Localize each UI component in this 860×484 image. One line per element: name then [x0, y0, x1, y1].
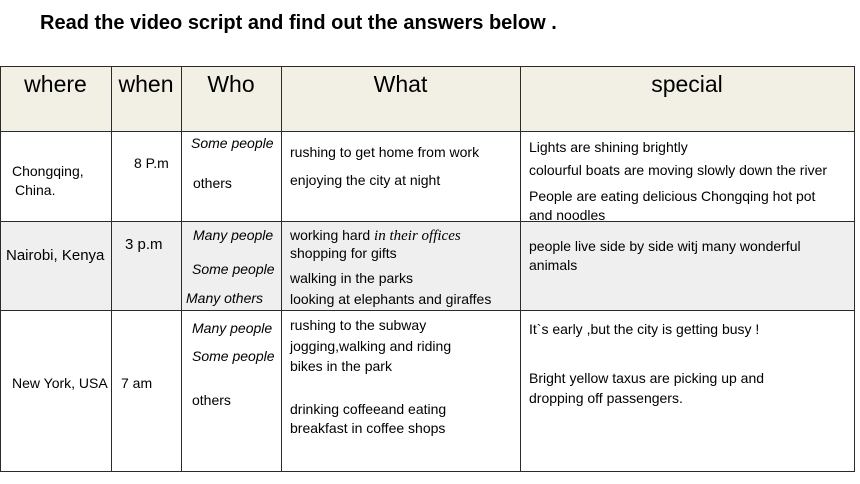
header-what: What	[373, 71, 428, 97]
col-divider	[181, 66, 182, 472]
what-text: working hard	[290, 227, 371, 243]
table-border-top	[0, 66, 855, 67]
what-cell: drinking coffeeand eating	[290, 401, 447, 417]
special-cell: Bright yellow taxus are picking up and	[529, 370, 765, 386]
header-where: where	[24, 71, 87, 97]
special-cell: Lights are shining brightly	[529, 139, 688, 155]
special-cell: animals	[529, 257, 578, 273]
where-cell: Nairobi, Kenya	[6, 247, 105, 264]
what-cell: shopping for gifts	[290, 245, 397, 261]
col-divider	[111, 66, 112, 472]
special-cell: and noodles	[529, 207, 606, 223]
col-divider	[0, 66, 1, 472]
who-cell: Many people	[193, 227, 274, 243]
who-cell: Some people	[192, 348, 275, 364]
who-cell: Many others	[186, 290, 264, 306]
who-cell: others	[193, 175, 232, 191]
header-special: special	[651, 71, 723, 97]
page-title: Read the video script and find out the answers below .	[40, 12, 557, 34]
what-cell: bikes in the park	[290, 358, 392, 374]
header-when: when	[118, 71, 174, 97]
what-cell: jogging,walking and riding	[290, 338, 452, 354]
row-divider	[0, 310, 855, 311]
when-cell: 8 P.m	[134, 155, 169, 171]
when-cell: 7 am	[121, 375, 153, 391]
special-cell: dropping off passengers.	[529, 390, 683, 406]
who-cell: Many people	[192, 320, 273, 336]
when-cell: 3 p.m	[125, 236, 163, 253]
col-divider	[520, 66, 521, 472]
what-cell: enjoying the city at night	[290, 172, 441, 188]
what-cell: breakfast in coffee shops	[290, 420, 446, 436]
who-cell: Some people	[192, 261, 275, 277]
special-cell: It`s early ,but the city is getting busy !	[529, 321, 760, 337]
row-divider	[0, 131, 855, 132]
what-cell	[290, 227, 461, 245]
what-cell: looking at elephants and giraffes	[290, 291, 492, 307]
col-divider	[854, 66, 855, 472]
what-cell: rushing to the subway	[290, 317, 427, 333]
what-text-italic: in their offices	[374, 228, 461, 244]
what-cell: rushing to get home from work	[290, 144, 480, 160]
what-cell: walking in the parks	[290, 270, 413, 286]
where-cell: China.	[15, 182, 56, 198]
special-cell: People are eating delicious Chongqing hot pot	[529, 188, 816, 204]
where-cell: Chongqing,	[12, 163, 84, 179]
table-border-bottom	[0, 471, 855, 472]
row-divider	[0, 221, 855, 222]
special-cell: people live side by side witj many wonderful	[529, 238, 801, 254]
who-cell: Some people	[191, 135, 274, 151]
where-cell: New York, USA	[12, 375, 108, 391]
special-cell: colourful boats are moving slowly down the river	[529, 162, 828, 178]
col-divider	[281, 66, 282, 472]
header-who: Who	[207, 71, 255, 97]
who-cell: others	[192, 392, 231, 408]
